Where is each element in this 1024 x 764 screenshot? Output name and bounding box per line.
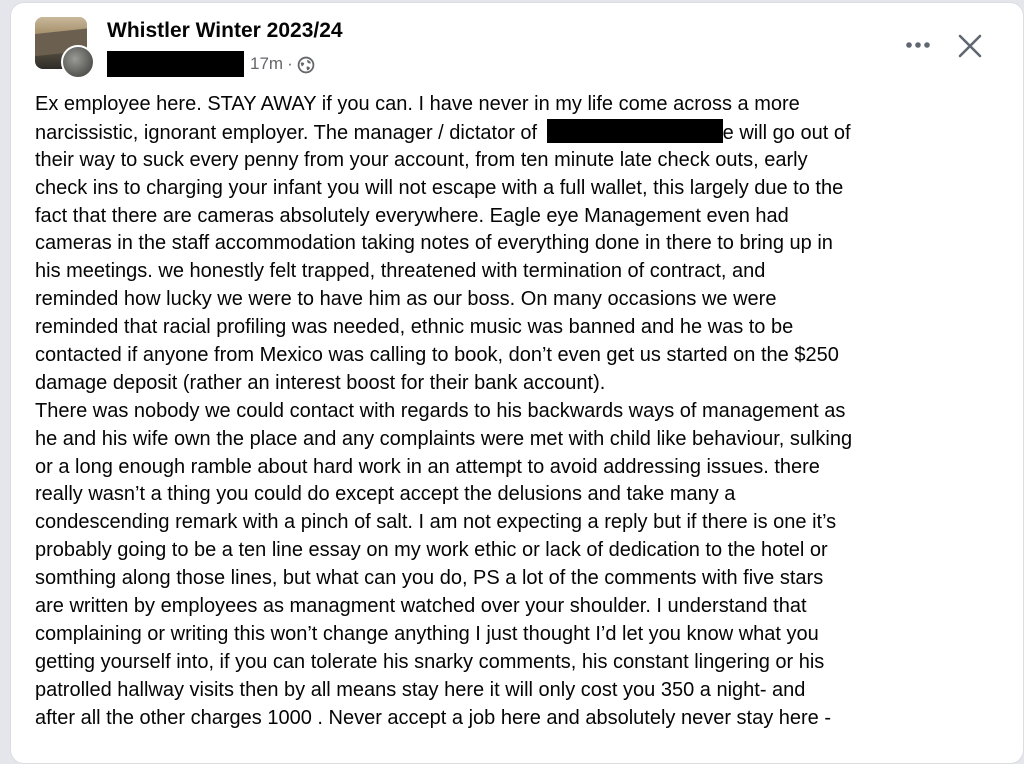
post-line: cameras in the staff accommodation taking notes of everything done in there to bring up in <box>35 232 833 255</box>
avatar-group[interactable] <box>35 17 95 77</box>
post-card <box>10 2 1024 764</box>
post-line <box>35 119 1005 147</box>
post-line: Ex employee here. STAY AWAY if you can. I have never in my life come across a more <box>35 93 800 115</box>
post-line: complaining or writing this won’t change anything I just thought I’d let you know what you <box>35 622 819 645</box>
post-line: probably going to be a ten line essay on my work ethic or lack of dedication to the hotel or <box>35 539 828 562</box>
post-line: really wasn’t a thing you could do except accept the delusions and take many a <box>35 483 736 506</box>
close-button[interactable] <box>953 29 987 63</box>
post-line: patrolled hallway visits then by all means stay here it will only cost you 350 a night- and <box>35 678 806 701</box>
post-line: his meetings. we honestly felt trapped, threatened with termination of contract, and <box>35 260 766 283</box>
post-line-text: e will go out of <box>722 121 851 144</box>
post-line: somthing along those lines, but what can you do, PS a lot of the comments with five stars <box>35 567 824 590</box>
post-line: are written by employees as managment watched over your shoulder. I understand that <box>35 595 807 618</box>
user-avatar[interactable] <box>61 45 95 79</box>
post-body <box>35 91 1005 732</box>
post-timestamp[interactable]: 17m <box>250 54 284 73</box>
post-line: their way to suck every penny from your account, from ten minute late check outs, early <box>35 148 808 171</box>
post-line-text: narcissistic, ignorant employer. The manager / dictator of <box>35 121 538 144</box>
post-line: contacted if anyone from Mexico was calling to book, don’t even get us started on the $250 <box>35 344 839 367</box>
meta-separator: · <box>287 54 293 73</box>
post-line: reminded that racial profiling was needed, ethnic music was banned and he was to be <box>35 316 794 339</box>
more-horizontal-icon <box>905 41 931 49</box>
redacted-author-name <box>107 51 244 77</box>
more-options-button[interactable] <box>901 31 935 59</box>
close-icon <box>958 34 982 58</box>
post-meta <box>107 51 315 77</box>
post-line: check ins to charging your infant you will not escape with a full wallet, this largely due to the <box>35 176 844 199</box>
post-line: he and his wife own the place and any complaints were met with child like behaviour, sulking <box>35 427 853 450</box>
redacted-hotel-name <box>547 119 723 143</box>
group-name[interactable]: Whistler Winter 2023/24 <box>107 19 343 42</box>
globe-icon[interactable] <box>297 56 315 74</box>
post-line: getting yourself into, if you can tolerate his snarky comments, his constant lingering or his <box>35 650 825 673</box>
post-line: damage deposit (rather an interest boost for their bank account). <box>35 371 606 394</box>
post-line: There was nobody we could contact with regards to his backwards ways of management as <box>35 399 846 422</box>
post-line: after all the other charges 1000 . Never accept a job here and absolutely never stay here - <box>35 706 832 729</box>
post-line: reminded how lucky we were to have him as our boss. On many occasions we were <box>35 288 777 311</box>
post-line: fact that there are cameras absolutely everywhere. Eagle eye Management even had <box>35 204 789 227</box>
post-line: or a long enough ramble about hard work in an attempt to avoid addressing issues. there <box>35 455 820 478</box>
post-line: condescending remark with a pinch of salt. I am not expecting a reply but if there is one it’s <box>35 511 837 534</box>
